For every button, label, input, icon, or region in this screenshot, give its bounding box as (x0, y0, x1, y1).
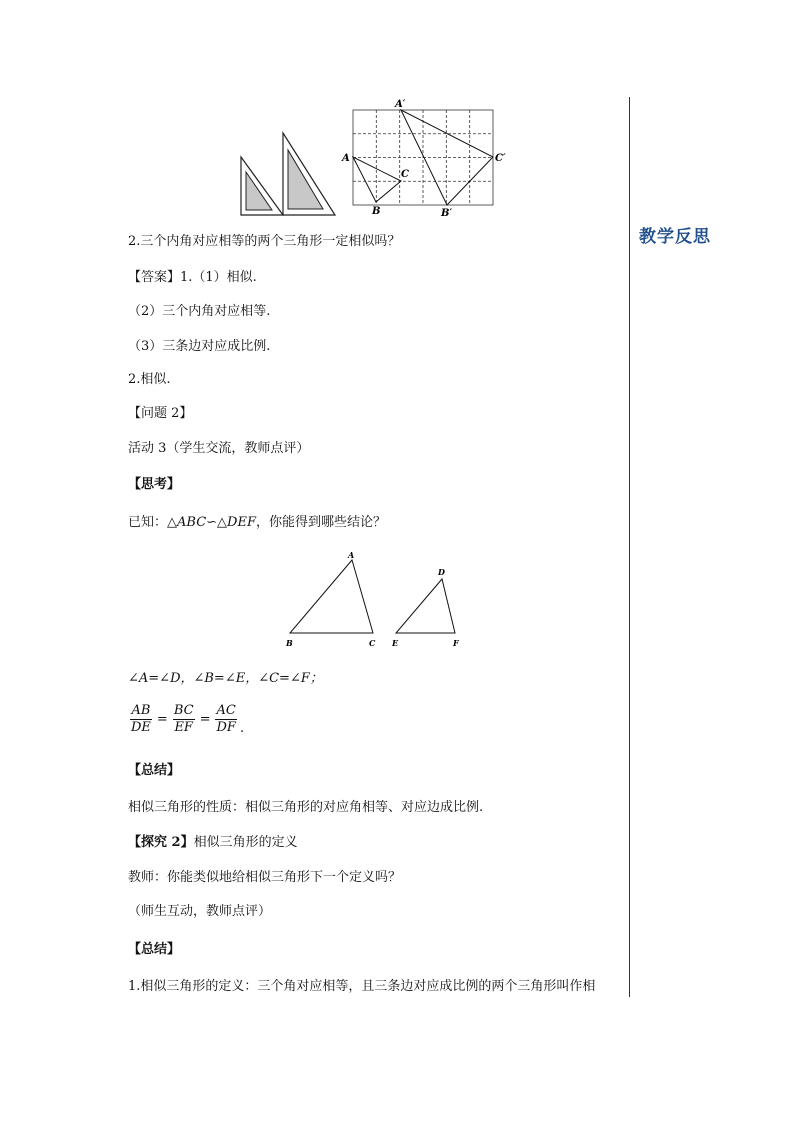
label-a-prime: A′ (395, 99, 406, 110)
think-heading: 【思考】 (128, 477, 181, 492)
fraction-ab-de: $\frac{AB}{DE}$ (131, 703, 151, 735)
teacher-question: 教师：你能类似地给相似三角形下一个定义吗？ (128, 870, 402, 885)
label-c: C (401, 169, 409, 180)
answer-line-2: （2）三个内角对应相等. (128, 304, 271, 319)
interaction-note: （师生互动，教师点评） (128, 904, 272, 919)
label-c-prime: C′ (495, 153, 506, 164)
label-a: A (342, 153, 350, 164)
label-d: D (438, 567, 445, 577)
triangle-def-small (396, 579, 455, 633)
triangle-abc-large (290, 560, 373, 633)
activity-3-text: 活动 3（学生交流，教师点评） (128, 441, 310, 456)
column-divider (629, 97, 630, 997)
given-statement (128, 514, 386, 532)
question-2-text: 2.三个内角对应相等的两个三角形一定相似吗？ (128, 234, 401, 249)
figure-similar-triangles (282, 548, 472, 653)
label-f: F (453, 638, 459, 648)
label-b-prime: B′ (441, 208, 453, 219)
teaching-reflection-title: 教学反思 (639, 227, 711, 247)
small-set-square (241, 157, 283, 215)
given-suffix: ，你能得到哪些结论？ (255, 515, 386, 530)
fraction-bc-ef: $\frac{BC}{EF}$ (173, 703, 194, 735)
given-math: △ABC∽△DEF (167, 515, 256, 530)
angle-equalities: ∠A=∠D，∠B=∠E，∠C=∠F； (128, 671, 323, 686)
label-c: C (369, 638, 376, 648)
label-e: E (392, 638, 399, 648)
answer-line-1: 【答案】1.（1）相似. (128, 270, 257, 285)
label-b: B (286, 638, 293, 648)
answer-line-3: （3）三条边对应成比例. (128, 339, 271, 354)
triangle-abc (353, 157, 401, 202)
label-a: A (348, 550, 355, 560)
label-b: B (372, 206, 381, 217)
summary-heading-2: 【总结】 (128, 942, 181, 957)
explore-2-heading: 【探究 2】相似三角形的定义 (128, 835, 298, 850)
large-set-square (283, 133, 335, 215)
figure-set-squares-and-grid (235, 95, 525, 220)
problem-2-heading: 【问题 2】 (128, 406, 193, 421)
definition-text: 1.相似三角形的定义：三个角对应相等，且三条边对应成比例的两个三角形叫作相 (128, 979, 596, 994)
answer-line-4: 2.相似. (128, 372, 171, 387)
summary-text-1: 相似三角形的性质：相似三角形的对应角相等、对应边成比例. (128, 800, 484, 815)
fraction-ac-df: $\frac{AC}{DF}$ (216, 703, 236, 735)
given-prefix: 已知： (128, 515, 168, 530)
dashed-grid (353, 110, 493, 205)
side-ratio-equation: $\frac{AB}{DE}$ = $\frac{BC}{EF}$ = $\frac{AC}{DF}$ . (131, 703, 245, 736)
summary-heading-1: 【总结】 (128, 763, 181, 778)
